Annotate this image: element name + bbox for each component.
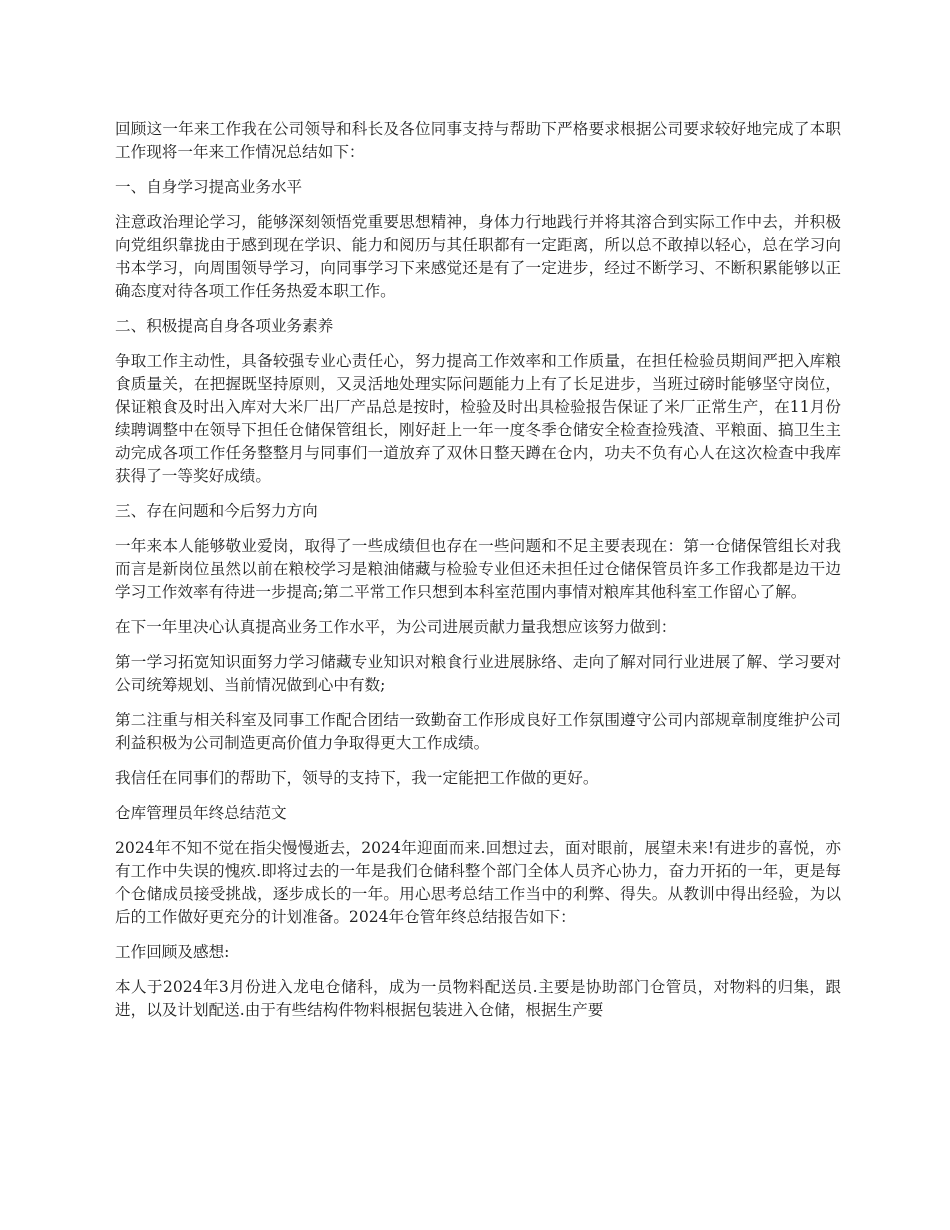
section-heading-3: 三、存在问题和今后努力方向	[115, 502, 318, 520]
body-paragraph: 在下一年里决心认真提高业务工作水平，为公司进展贡献力量我想应该努力做到：	[115, 618, 677, 636]
article-title: 仓库管理员年终总结范文	[115, 804, 287, 822]
body-paragraph: 第一学习拓宽知识面努力学习储藏专业知识对粮食行业进展脉络、走向了解对同行业进展了解、学习要对公司统筹规划、当前情况做到心中有数;	[115, 653, 841, 694]
document-page	[115, 118, 841, 1034]
body-paragraph: 争取工作主动性，具备较强专业心责任心，努力提高工作效率和工作质量，在担任检验员期间严把入库粮食质量关，在把握既坚持原则，又灵活地处理实际问题能力上有了长足进步，当班过磅时能够坚守岗位，保证粮食及时出入库对大米厂出厂产品总是按时，检验及时出具检验报告保证了米厂正常生产，在11月份续聘调整中在领导下担任仓储保管组长，刚好赶上一年一度冬季仓储安全检查捡残渣、平粮面、搞卫生主动完成各项工作任务整整月与同事们一道放弃了双休日整天蹲在仓内，功夫不负有心人在这次检查中我库获得了一等奖好成绩。	[115, 352, 841, 485]
body-paragraph: 注意政治理论学习，能够深刻领悟党重要思想精神，身体力行地践行并将其溶合到实际工作中去，并积极向党组织靠拢由于感到现在学识、能力和阅历与其任职都有一定距离，所以总不敢掉以轻心，总在学习向书本学习，向周围领导学习，向同事学习下来感觉还是有了一定进步，经过不断学习、不断积累能够以正确态度对待各项工作任务热爱本职工作。	[115, 213, 841, 300]
body-paragraph: 我信任在同事们的帮助下，领导的支持下，我一定能把工作做的更好。	[115, 769, 599, 787]
body-paragraph: 第二注重与相关科室及同事工作配合团结一致勤奋工作形成良好工作氛围遵守公司内部规章制度维护公司利益积极为公司制造更高价值力争取得更大工作成绩。	[115, 711, 841, 752]
intro-paragraph: 回顾这一年来工作我在公司领导和科长及各位同事支持与帮助下严格要求根据公司要求较好地完成了本职工作现将一年来工作情况总结如下：	[115, 120, 841, 161]
body-paragraph: 2024年不知不觉在指尖慢慢逝去，2024年迎面而来.回想过去，面对眼前，展望未来!有进步的喜悦，亦有工作中失误的愧疚.即将过去的一年是我们仓储科整个部门全体人员齐心协力，奋力开拓的一年，更是每个仓储成员接受挑战，逐步成长的一年。用心思考总结工作当中的利弊、得失。从教训中得出经验，为以后的工作做好更充分的计划准备。2024年仓管年终总结报告如下：	[115, 839, 841, 926]
section-heading-2: 二、积极提高自身各项业务素养	[115, 317, 334, 335]
section-heading-4: 工作回顾及感想:	[115, 943, 230, 961]
body-paragraph: 一年来本人能够敬业爱岗，取得了一些成绩但也存在一些问题和不足主要表现在：第一仓储保管组长对我而言是新岗位虽然以前在粮校学习是粮油储藏与检验专业但还未担任过仓储保管员许多工作我都是边干边学习工作效率有待进一步提高;第二平常工作只想到本科室范围内事情对粮库其他科室工作留心了解。	[115, 537, 841, 601]
section-heading-1: 一、自身学习提高业务水平	[115, 178, 303, 196]
body-paragraph: 本人于2024年3月份进入龙电仓储科，成为一员物料配送员.主要是协助部门仓管员，对物料的归集，跟进，以及计划配送.由于有些结构件物料根据包装进入仓储，根据生产要	[115, 978, 841, 1019]
